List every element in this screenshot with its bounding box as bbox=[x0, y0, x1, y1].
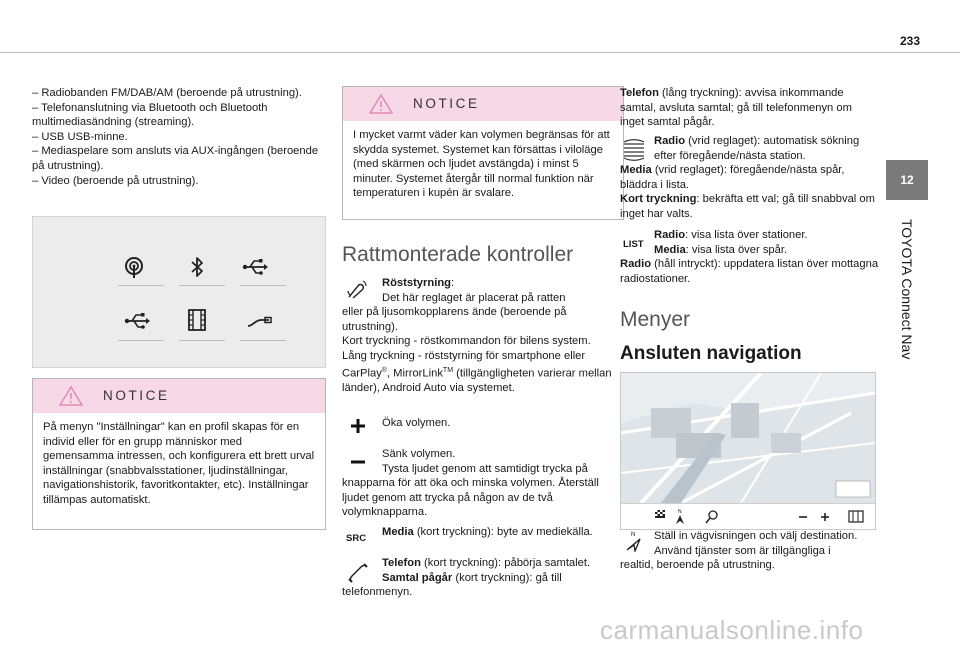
navigation-arrow-icon bbox=[676, 509, 684, 524]
plus-icon bbox=[350, 418, 366, 434]
notice-title: NOTICE bbox=[103, 388, 170, 403]
notice-text: I mycket varmt väder kan volymen begränsas för att skydda systemet. Systemet kan försättas i viloläge (med skärmen och ljudet avstängda) i minst 5 minuter. Systemet återgår till normal funktion när temperaturen i kupén är svalare. bbox=[353, 129, 610, 200]
list-item: – USB USB-minne. bbox=[32, 130, 128, 143]
registered-mark: ® bbox=[381, 366, 387, 374]
map-toolbar bbox=[621, 503, 875, 530]
radio-turn-label: Radio bbox=[654, 135, 686, 147]
map-toolbar-icons bbox=[621, 504, 875, 530]
volume-down-line1: Sänk volymen. bbox=[382, 448, 456, 460]
voice-long-mid: , MirrorLink bbox=[386, 367, 443, 380]
search-icon bbox=[706, 511, 717, 523]
list-media-desc: : visa lista över spår. bbox=[685, 243, 788, 256]
notice-text: På menyn "Inställningar" kan en profil skapas för en individ eller för en grupp människor med gemensamma intressen, och konfigurera ett brett urval inställningar (snabbvalsstationer, ljudinställningar, navigationshistorik, favoritkontakter, etc). Inställningar tillämpas automatiskt. bbox=[43, 421, 315, 506]
page-number: 233 bbox=[899, 34, 920, 48]
nav-text-rest: realtid, beroende på utrustning. bbox=[620, 559, 775, 572]
map-view bbox=[621, 373, 875, 503]
header-rule bbox=[0, 52, 960, 53]
voice-colon: : bbox=[451, 277, 455, 289]
radio-hold-label: Radio bbox=[620, 258, 652, 271]
video-film-icon bbox=[183, 308, 211, 332]
media-turn-desc: (vrid reglaget): föregående/nästa spår, bläddra i lista. bbox=[620, 164, 845, 191]
voice-long-pre: Lång tryckning - röststyrning för smartphone eller CarPlay bbox=[342, 349, 586, 380]
call-active-label: Samtal pågår bbox=[382, 571, 453, 584]
chapter-label bbox=[900, 218, 914, 438]
phone-long-label: Telefon bbox=[620, 87, 659, 99]
voice-short: Kort tryckning - röstkommandon för bilens system. bbox=[342, 335, 591, 348]
warning-icon bbox=[59, 386, 83, 406]
list-block bbox=[620, 228, 880, 286]
radio-turn-desc: (vrid reglaget): automatisk sökning efter föregående/nästa station. bbox=[654, 135, 860, 162]
volume-down-rest: knapparna för att öka och minska volymen. Återställ ljudet genom att trycka på någon av de två volymknapparna. bbox=[342, 477, 599, 519]
voice-label-line bbox=[342, 276, 624, 291]
menus-heading: Menyer bbox=[620, 308, 691, 331]
phone-line2 bbox=[342, 571, 624, 586]
short-press-desc: : bekräfta ett val; gå till snabbval om inget har valts. bbox=[620, 193, 875, 220]
src-label: Media bbox=[382, 526, 414, 538]
aux-cable-icon bbox=[245, 309, 273, 333]
media-turn-text bbox=[620, 163, 880, 192]
voice-rest: eller på ljusomkopplarens ände (beroende på utrustning). bbox=[342, 306, 567, 333]
checkered-flag-icon bbox=[655, 510, 665, 518]
list-media-label: Media bbox=[654, 243, 686, 256]
section-heading: Rattmonterade kontroller bbox=[342, 243, 574, 266]
notice-box bbox=[342, 86, 624, 220]
voice-label: Röststyrning bbox=[382, 277, 451, 289]
voice-long bbox=[342, 349, 624, 396]
wheel-block bbox=[620, 134, 880, 222]
volume-up-text: Öka volymen. bbox=[382, 417, 451, 429]
source-list bbox=[32, 86, 326, 188]
radio-antenna-icon bbox=[120, 255, 148, 279]
nav-text-line1: Ställ in vägvisningen och välj destination. bbox=[654, 530, 858, 542]
divider bbox=[240, 285, 286, 286]
notice-box bbox=[32, 378, 326, 530]
src-icon: SRC bbox=[346, 533, 367, 544]
divider bbox=[118, 340, 164, 341]
svg-text:N: N bbox=[631, 532, 636, 538]
divider bbox=[240, 340, 286, 341]
notice-title: NOTICE bbox=[413, 96, 480, 111]
phone-desc: (kort tryckning): påbörja samtalet. bbox=[420, 557, 591, 569]
nav-text-line2: Använd tjänster som är tillgängliga i bbox=[654, 544, 831, 557]
phone-block bbox=[342, 556, 624, 600]
connected-nav-heading: Ansluten navigation bbox=[620, 343, 802, 364]
list-radio-label: Radio bbox=[654, 229, 686, 241]
radio-hold-text bbox=[620, 257, 880, 286]
watermark: carmanualsonline.info bbox=[600, 615, 864, 645]
voice-control-block bbox=[342, 276, 624, 395]
trademark-mark: TM bbox=[442, 366, 454, 374]
radio-hold-desc: (håll intryckt): uppdatera listan över mottagna radiostationer. bbox=[620, 258, 879, 285]
divider bbox=[179, 285, 225, 286]
svg-text:N: N bbox=[678, 509, 682, 515]
short-press-text bbox=[620, 192, 880, 221]
radio-turn-text bbox=[620, 134, 880, 163]
nav-description bbox=[620, 529, 880, 573]
phone-rest: telefonmenyn. bbox=[342, 586, 413, 599]
source-icons-panel bbox=[32, 216, 326, 368]
phone-line1 bbox=[342, 556, 624, 571]
navigation-screen-image bbox=[620, 372, 876, 530]
list-radio-desc: : visa lista över stationer. bbox=[685, 229, 808, 241]
usb-icon bbox=[123, 309, 151, 333]
short-press-label: Kort tryckning bbox=[620, 193, 697, 206]
phone-long-desc: (lång tryckning): avvisa inkommande samtal, avsluta samtal; gå till telefonmenyn om inget samtal pågår. bbox=[620, 87, 852, 129]
list-item: – Video (beroende på utrustning). bbox=[32, 174, 199, 187]
list-icon: LIST bbox=[623, 239, 644, 250]
src-desc: (kort tryckning): byte av mediekälla. bbox=[413, 526, 593, 538]
list-item: – Mediaspelare som ansluts via AUX-ingången (beroende på utrustning). bbox=[32, 145, 319, 172]
divider bbox=[179, 340, 225, 341]
volume-down-line2: Tysta ljudet genom att samtidigt trycka på bbox=[382, 462, 588, 475]
chapter-label-text: TOYOTA Connect Nav bbox=[899, 219, 915, 360]
map-settings-icon bbox=[849, 511, 863, 522]
list-item: – Radiobanden FM/DAB/AM (beroende på utrustning). bbox=[32, 87, 302, 99]
list-item: – Telefonanslutning via Bluetooth och Bluetooth multimediasändning (streaming). bbox=[32, 101, 268, 129]
divider bbox=[118, 285, 164, 286]
chapter-tab[interactable]: 12 bbox=[886, 160, 928, 200]
bluetooth-icon bbox=[183, 255, 211, 279]
voice-long-post: (tillgängligheten varierar mellan länder), Android Auto via systemet. bbox=[342, 367, 612, 394]
usb-icon bbox=[241, 255, 269, 279]
notice-header bbox=[33, 379, 325, 413]
list-radio-text bbox=[620, 228, 880, 243]
phone-label: Telefon bbox=[382, 557, 421, 569]
voice-line1: Det här reglaget är placerat på ratten bbox=[382, 291, 566, 304]
list-media-text bbox=[620, 243, 880, 258]
call-active-desc: (kort tryckning): gå till bbox=[452, 571, 562, 584]
notice-header bbox=[343, 87, 623, 121]
warning-icon bbox=[369, 94, 393, 114]
zoom-in-icon bbox=[821, 513, 829, 521]
volume-down-block bbox=[342, 447, 624, 520]
src-text bbox=[382, 525, 622, 540]
media-turn-label: Media bbox=[620, 164, 652, 177]
phone-long-text bbox=[620, 86, 878, 130]
